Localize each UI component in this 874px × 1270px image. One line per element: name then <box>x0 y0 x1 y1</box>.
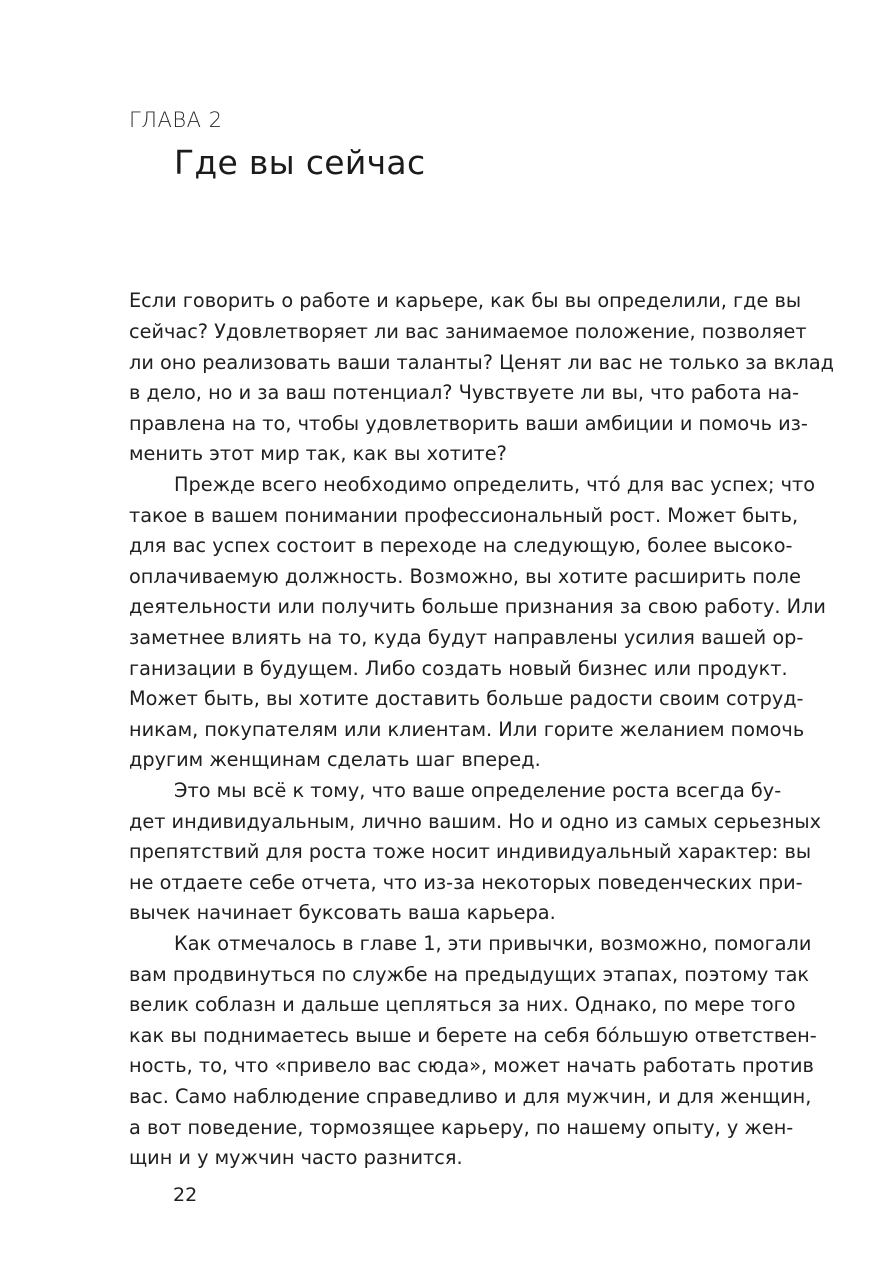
text-line: Это мы всё к тому, что ваше определение роста всегда бу- <box>174 779 782 802</box>
text-line: для вас успех состоит в переходе на следующую, более высоко- <box>129 534 793 557</box>
text-line: другим женщинам сделать шаг вперед. <box>129 748 541 771</box>
text-line: а вот поведение, тормозящее карьеру, по нашему опыту, у жен- <box>129 1116 794 1139</box>
text-line: препятствий для роста тоже носит индивидуальный характер: вы <box>129 840 812 863</box>
text-line: Может быть, вы хотите доставить больше радости своим сотруд- <box>129 687 804 710</box>
text-line: оплачиваемую должность. Возможно, вы хотите расширить поле <box>129 565 801 588</box>
text-line: сейчас? Удовлетворяет ли вас занимаемое положение, позволяет <box>129 320 807 343</box>
text-line: ганизации в будущем. Либо создать новый бизнес или продукт. <box>129 657 788 680</box>
text-line: вам продвинуться по службе на предыдущих этапах, поэтому так <box>129 963 810 986</box>
text-line: менить этот мир так, как вы хотите? <box>129 442 507 465</box>
text-line: заметнее влиять на то, куда будут направлены усилия вашей ор- <box>129 626 804 649</box>
chapter-label: ГЛАВА 2 <box>129 108 223 132</box>
text-line: в дело, но и за ваш потенциал? Чувствуете ли вы, что работа на- <box>129 381 800 404</box>
text-line: Если говорить о работе и карьере, как бы вы определили, где вы <box>129 289 802 312</box>
text-line: ность, то, что «привело вас сюда», может начать работать против <box>129 1054 814 1077</box>
text-line: как вы поднимаетесь выше и берете на себя бо́льшую ответствен- <box>129 1024 817 1047</box>
text-line: Прежде всего необходимо определить, что́ для вас успех; что <box>174 473 816 496</box>
page-number: 22 <box>173 1184 198 1206</box>
text-line: Как отмечалось в главе 1, эти привычки, возможно, помогали <box>174 932 812 955</box>
text-line: щин и у мужчин часто разнится. <box>129 1146 463 1169</box>
text-line: никам, покупателям или клиентам. Или горите желанием помочь <box>129 718 805 741</box>
text-line: ли оно реализовать ваши таланты? Ценят ли вас не только за вклад <box>129 351 834 374</box>
text-line: велик соблазн и дальше цепляться за них. Однако, по мере того <box>129 993 796 1016</box>
text-line: вас. Само наблюдение справедливо и для мужчин, и для женщин, <box>129 1085 812 1108</box>
text-line: правлена на то, чтобы удовлетворить ваши амбиции и помочь из- <box>129 412 808 435</box>
text-line: дет индивидуальным, лично вашим. Но и одно из самых серьезных <box>129 810 822 833</box>
text-line: не отдаете себе отчета, что из-за некоторых поведенческих при- <box>129 871 803 894</box>
text-line: деятельности или получить больше признания за свою работу. Или <box>129 595 826 618</box>
text-line: вычек начинает буксовать ваша карьера. <box>129 901 556 924</box>
chapter-title: Где вы сейчас <box>174 143 426 182</box>
text-line: такое в вашем понимании профессиональный рост. Может быть, <box>129 504 799 527</box>
